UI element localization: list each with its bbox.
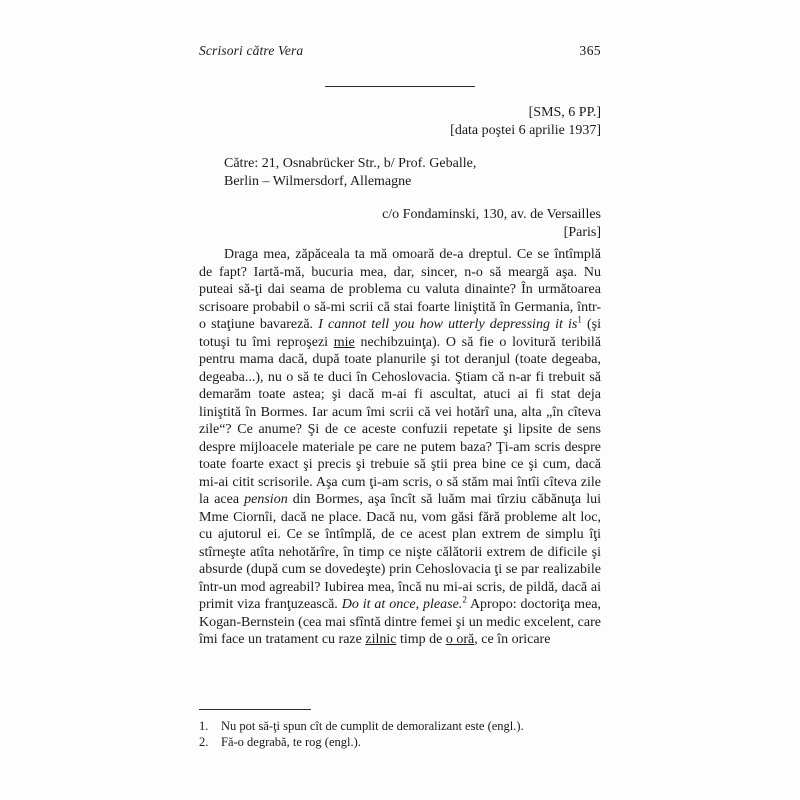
care-of-block xyxy=(199,206,601,241)
address-line-2: Berlin – Wilmersdorf, Allemagne xyxy=(224,173,412,189)
address-line-1: Către: 21, Osnabrücker Str., b/ Prof. Geballe, xyxy=(224,156,477,171)
footnote-list xyxy=(199,718,601,750)
footnote-number: 2. xyxy=(199,735,209,749)
body-segment-italic-english-2: Do it at once, please. xyxy=(341,597,463,612)
body-segment: nechibzuinţa). O să fie o lovitură teribilă pentru mama dacă, după toate planurile şi tot deranjul (toate degeaba, degeaba...), nu o să te duci în Cehoslovacia. Ştiam că n-ar fi trebuit să demarăm toate astea; şi dacă m-ai fi ascultat, atuci ai fi stat deja liniştită în Bormes. Iar acum îmi scrii că vei hotărî una, alta „în cîteva zile“? Ce anume? Şi de ce aceste confuzii repetate şi lipsite de sens despre mijloacele materiale pe care ne putem baza? Ţi-am scris despre toate foarte exact şi precis şi trebuie să ştii prea bine ce şi cum, dacă mi-ai citit scrisorile. Aşa cum ţi-am scris, o să stăm mai întîi cîteva zile la acea xyxy=(199,334,602,507)
care-of-line: c/o Fondaminski, 130, av. de Versailles xyxy=(382,207,601,222)
footnote-text: Fă-o degrabă, te rog (engl.). xyxy=(221,735,361,749)
footnote-item xyxy=(199,734,601,750)
footnote-separator-rule xyxy=(199,709,311,710)
recipient-address-block xyxy=(199,155,626,190)
body-segment-underlined-o-ora: o oră xyxy=(445,632,475,647)
body-segment: (şi totuşi tu îmi reproşezi xyxy=(199,317,601,350)
body-segment-underlined-zilnic: zilnic xyxy=(365,632,397,647)
footnote-item xyxy=(199,718,601,734)
running-head xyxy=(199,43,601,59)
body-segment: din Bormes, aşa încît să luăm mai tîrziu căbănuţa lui Mme Ciornîi, dacă ne place. Dacă nu, vom găsi fără probleme alt loc, cu ajutorul ei. Ce se întîmplă, de ce acest plan extrem de simplu îţi stîrneşte atîta nehotărîre, în timp ce nişte călătorii extrem de dificile şi absurde (după cum se dovedeşte) prin Cehoslovacia ţi se par realizabile într-un mod agreabil? Iubirea mea, încă nu mi-ai scris, de pildă, dacă ai primit viza franţuzească. xyxy=(199,492,601,612)
body-segment-italic-pension: pension xyxy=(244,492,288,507)
letter-body xyxy=(199,246,601,649)
running-head-title: Scrisori către Vera xyxy=(199,43,304,58)
source-note: [SMS, 6 PP.] xyxy=(528,105,601,120)
body-segment: Apropo: doctoriţa mea, Kogan-Bernstein (cea mai sfîntă dintre femei şi un medic excelent, care îmi face un tratament cu raze xyxy=(199,597,601,647)
body-segment: Draga mea, zăpăceala ta mă omoară de-a dreptul. Ce se întîmplă de fapt? Iartă-mă, bucuria mea, dar, sincer, n-o să meargă aşa. Nu puteai să-ţi dai seama de problema cu valuta dinainte? În următoarea scrisoare probabil o să-mi scrii că stai foarte liniştită în Germania, într-o staţiune bavareză. xyxy=(199,247,601,332)
body-segment: , ce în oricare xyxy=(474,632,551,647)
page-number: 365 xyxy=(579,43,601,58)
footnote-number: 1. xyxy=(199,719,209,733)
body-segment-underlined-mie: mie xyxy=(333,334,355,350)
letter-source-block xyxy=(199,104,601,139)
footnote-text: Nu pot să-ţi spun cît de cumplit de demoralizant este (engl.). xyxy=(221,719,524,733)
footnote-marker-2[interactable]: 2 xyxy=(462,594,467,605)
body-segment: timp de xyxy=(396,632,446,647)
body-segment-italic-english-1: I cannot tell you how utterly depressing it is xyxy=(318,317,578,332)
letter-paragraph xyxy=(199,246,601,649)
postmark-note: [data poştei 6 aprilie 1937] xyxy=(450,122,601,138)
section-divider-rule xyxy=(325,86,475,87)
city-line: [Paris] xyxy=(563,224,601,240)
footnote-marker-1[interactable]: 1 xyxy=(577,314,582,325)
